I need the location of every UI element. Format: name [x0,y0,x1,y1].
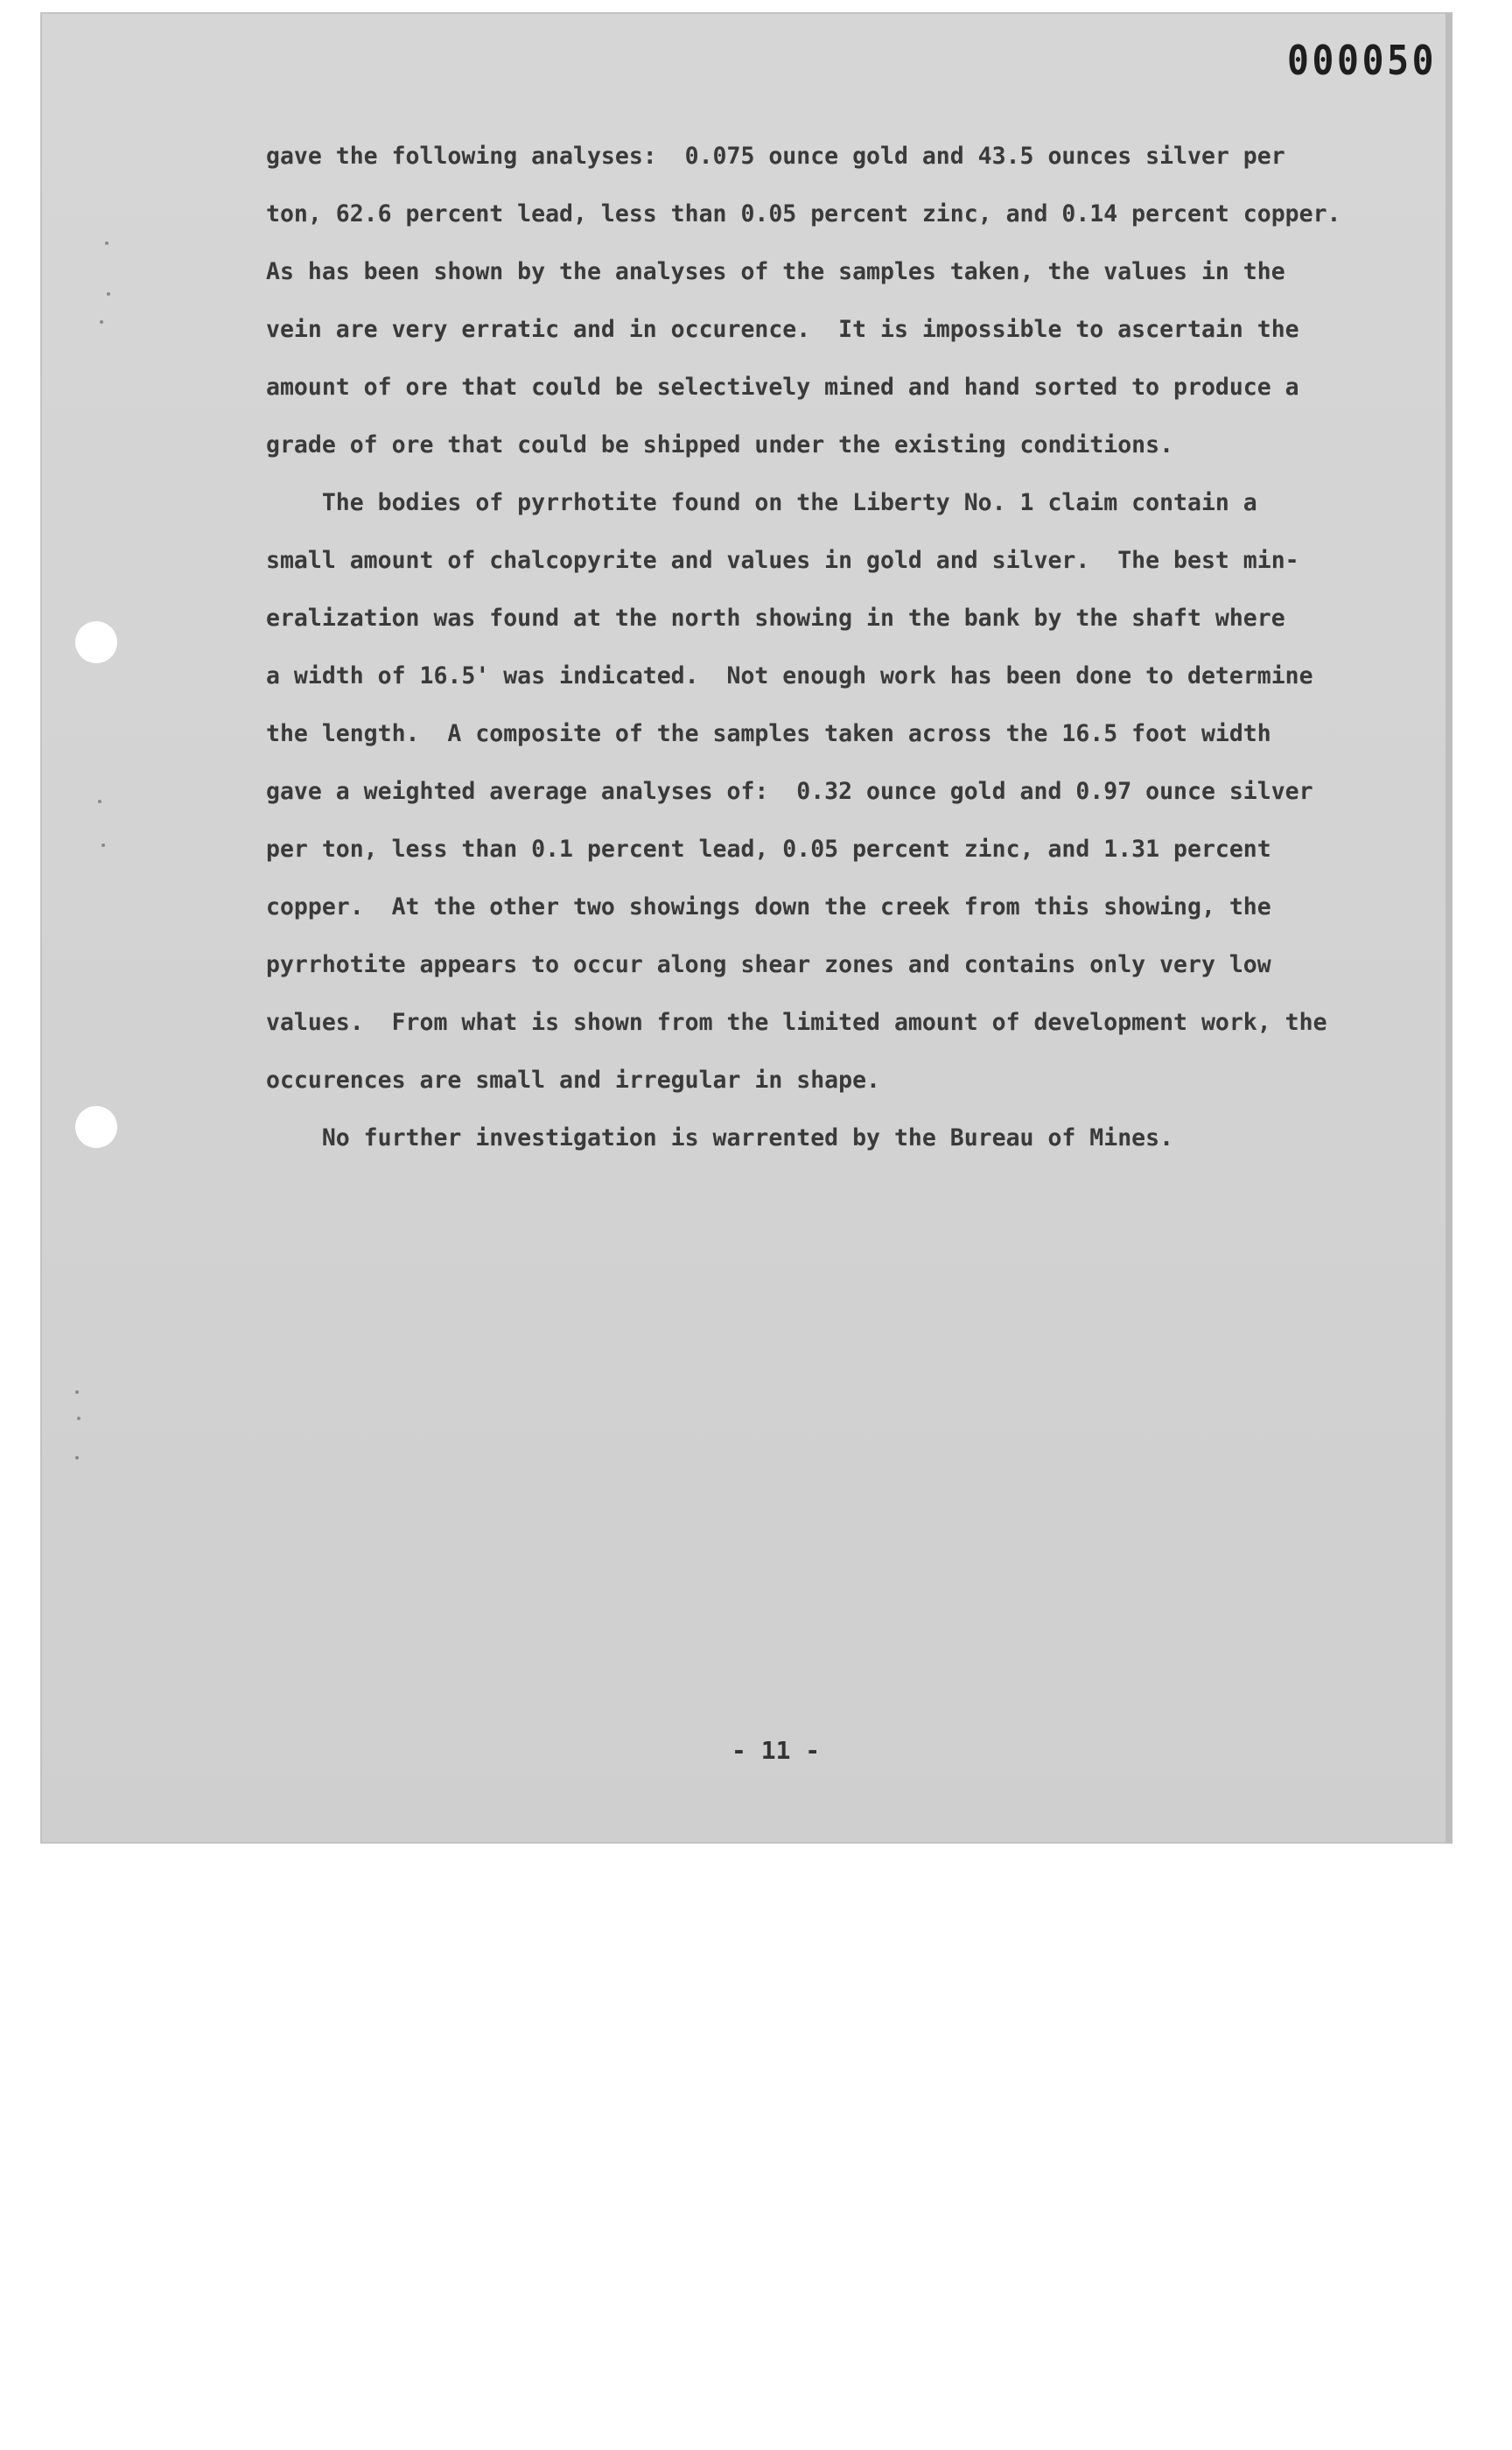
margin-speck [100,320,103,324]
text-line: gave a weighted average analyses of: 0.32 ounce gold and 0.97 ounce silver [266,778,1313,805]
text-line: gave the following analyses: 0.075 ounce gold and 43.5 ounces silver per [266,143,1285,170]
margin-speck [105,242,108,245]
scanned-page [40,12,1452,1844]
text-line: a width of 16.5' was indicated. Not enough work has been done to determine [266,662,1313,690]
text-line: occurences are small and irregular in shape. [266,1067,880,1094]
punch-hole-top [75,621,117,663]
text-line: per ton, less than 0.1 percent lead, 0.05 percent zinc, and 1.31 percent [266,836,1271,863]
text-line: eralization was found at the north showing in the bank by the shaft where [266,605,1285,632]
margin-speck [75,1390,79,1394]
page-edge-shadow [1446,12,1452,1844]
page-number: - 11 - [732,1736,821,1765]
text-line: small amount of chalcopyrite and values in gold and silver. The best min- [266,547,1299,574]
margin-speck [75,1456,79,1460]
text-line: values. From what is shown from the limited amount of development work, the [266,1009,1327,1036]
text-line: grade of ore that could be shipped under the existing conditions. [266,431,1174,458]
margin-speck [98,800,102,803]
margin-speck [107,292,110,296]
serial-number: 000050 [1287,37,1438,84]
text-line: pyrrhotite appears to occur along shear zones and contains only very low [266,951,1271,978]
text-line: ton, 62.6 percent lead, less than 0.05 percent zinc, and 0.14 percent copper. [266,200,1341,228]
text-line: copper. At the other two showings down the creek from this showing, the [266,893,1271,920]
punch-hole-bottom [75,1106,117,1148]
margin-speck [102,844,105,847]
text-line: amount of ore that could be selectively mined and hand sorted to produce a [266,374,1299,401]
text-line: The bodies of pyrrhotite found on the Liberty No. 1 claim contain a [266,489,1257,516]
text-line: vein are very erratic and in occurence. It is impossible to ascertain the [266,316,1299,343]
text-line: As has been shown by the analyses of the samples taken, the values in the [266,258,1285,285]
text-line: the length. A composite of the samples taken across the 16.5 foot width [266,720,1271,747]
body-text [266,128,1404,1167]
margin-speck [77,1417,80,1420]
text-line: No further investigation is warrented by the Bureau of Mines. [266,1124,1174,1152]
